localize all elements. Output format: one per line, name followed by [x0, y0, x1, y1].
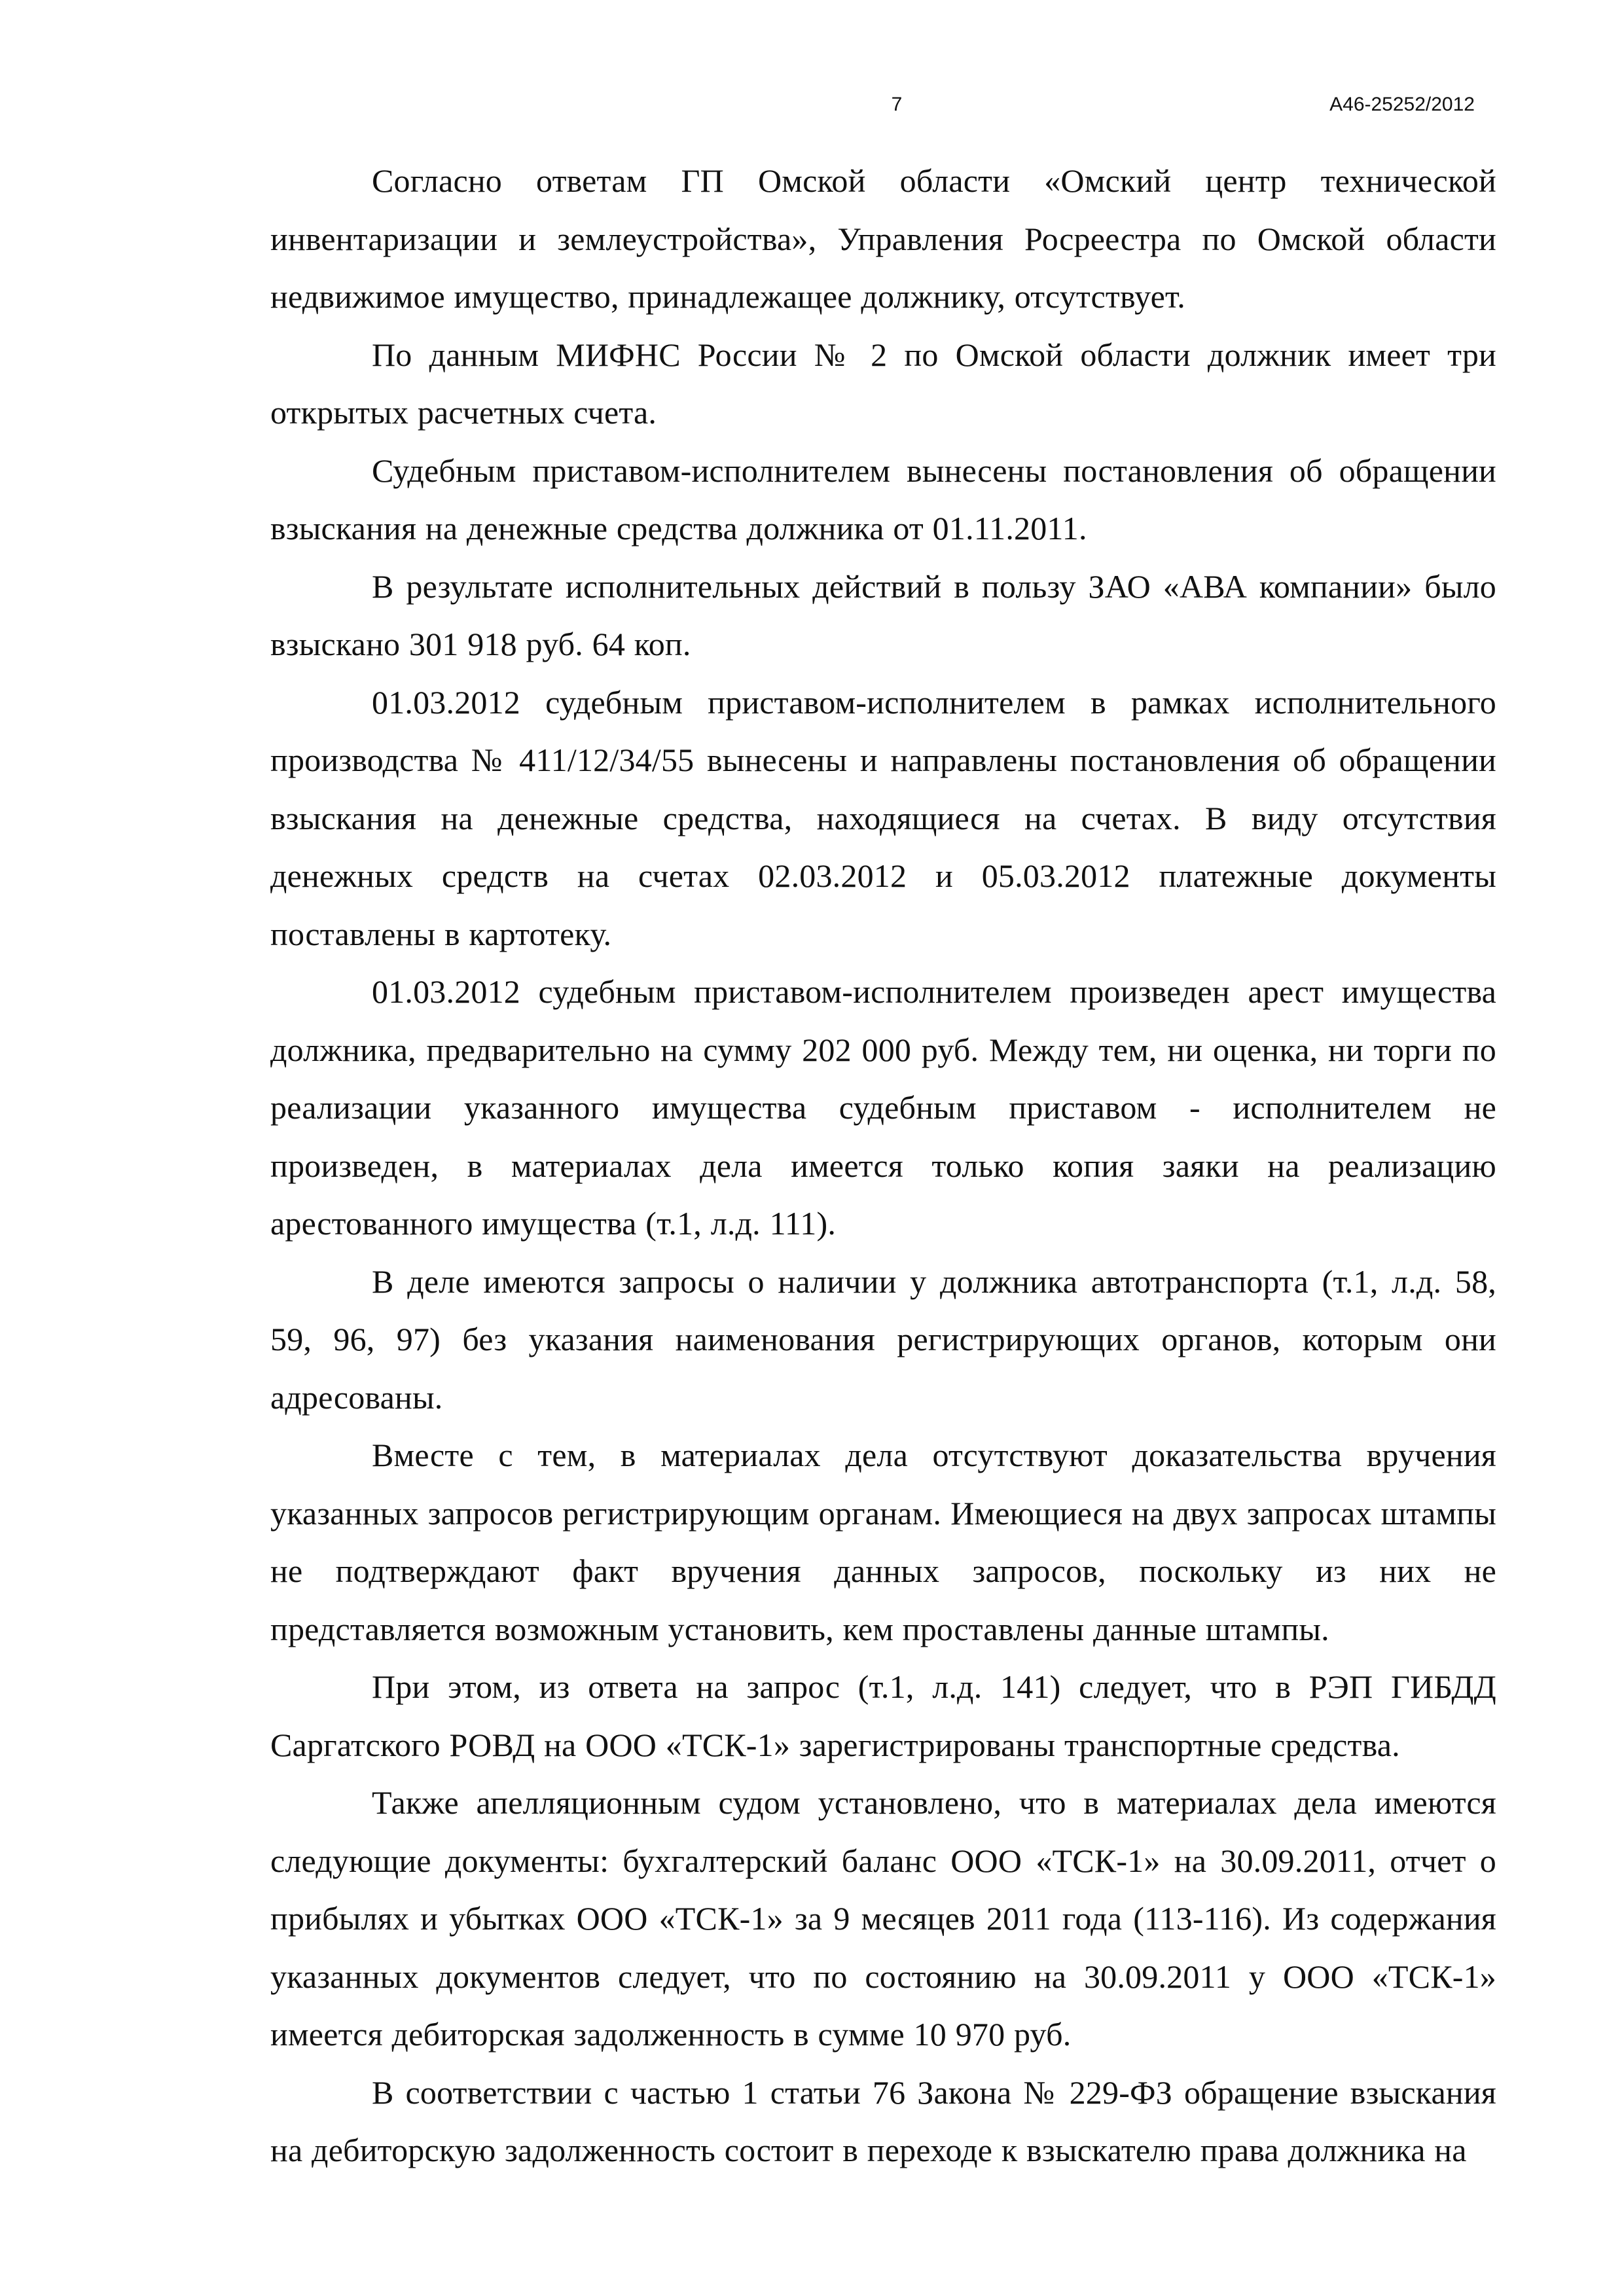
paragraph-receivables-law: В соответствии с частью 1 статьи 76 Закона № 229-ФЗ обращение взыскания на дебиторскую задолженность состоит в переходе к взыскателю права должника на	[270, 2073, 1496, 2168]
paragraph-enforcement-proceedings: 01.03.2012 судебным приставом-исполнителем в рамках исполнительного производства № 411/12/34/55 вынесены и направлены постановления об обращении взыскания на денежные средства, находящиеся на счетах. В виду отсутствия денежных средств на счетах 02.03.2012 и 05.03.2012 платежные документы поставлены в картотеку.	[270, 683, 1496, 952]
paragraph-delivery-evidence: Вместе с тем, в материалах дела отсутствуют доказательства вручения указанных запросов регистрирующим органам. Имеющиеся на двух запросах штампы не подтверждают факт вручения данных запросов, поскольку из них не представляется возможным установить, кем проставлены данные штампы.	[270, 1437, 1496, 1647]
page-number: 7	[891, 94, 903, 115]
paragraph-realty: Согласно ответам ГП Омской области «Омский центр технической инвентаризации и землеустройства», Управления Росреестра по Омской области недвижимое имущество, принадлежащее должнику, отсутствует.	[270, 162, 1496, 315]
paragraph-bank-accounts: По данным МИФНС России № 2 по Омской области должник имеет три открытых расчетных счета.	[270, 336, 1496, 431]
paragraph-foreclosure-orders: Судебным приставом-исполнителем вынесены постановления об обращении взыскания на денежные средства должника от 01.11.2011.	[270, 452, 1496, 547]
document-body	[270, 152, 1496, 2179]
paragraph-accounting-documents: Также апелляционным судом установлено, что в материалах дела имеются следующие документы: бухгалтерский баланс ООО «ТСК-1» на 30.09.2011, отчет о прибылях и убытках ООО «ТСК-1» за 9 месяцев 2011 года (113-116). Из содержания указанных документов следует, что по состоянию на 30.09.2011 у ООО «ТСК-1» имеется дебиторская задолженность в сумме 10 970 руб.	[270, 1784, 1496, 2053]
paragraph-property-arrest: 01.03.2012 судебным приставом-исполнителем произведен арест имущества должника, предварительно на сумму 202 000 руб. Между тем, ни оценка, ни торги по реализации указанного имущества судебным приставом - исполнителем не произведен, в материалах дела имеется только копия заяки на реализацию арестованного имущества (т.1, л.д. 111).	[270, 973, 1496, 1242]
paragraph-collected-amount: В результате исполнительных действий в пользу ЗАО «АВА компании» было взыскано 301 918 руб. 64 коп.	[270, 567, 1496, 662]
paragraph-registered-vehicles: При этом, из ответа на запрос (т.1, л.д. 141) следует, что в РЭП ГИБДД Саргатского РОВД на ООО «ТСК-1» зарегистрированы транспортные средства.	[270, 1668, 1496, 1763]
paragraph-vehicle-requests: В деле имеются запросы о наличии у должника автотранспорта (т.1, л.д. 58, 59, 96, 97) без указания наименования регистрирующих органов, которым они адресованы.	[270, 1263, 1496, 1416]
case-number: А46-25252/2012	[1329, 94, 1475, 115]
